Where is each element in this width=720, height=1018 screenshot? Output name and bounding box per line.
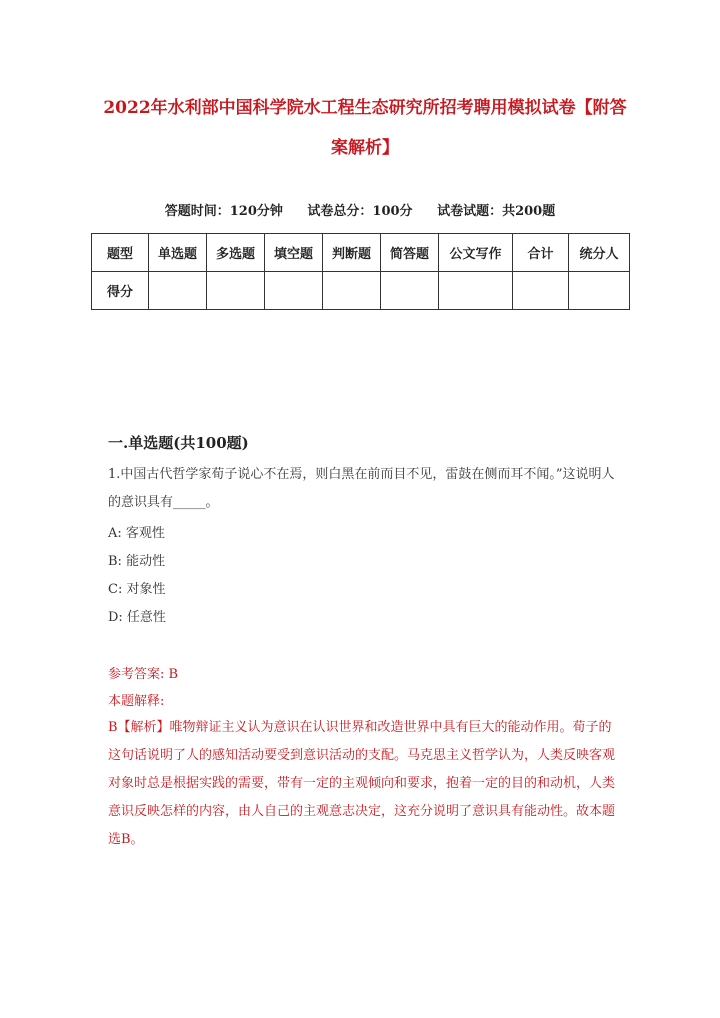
header-cell: 单选题 [149,234,207,272]
score-table-score-row [92,272,630,310]
header-cell: 统分人 [569,234,630,272]
option-a: A: 客观性 [108,526,165,541]
exam-total-score: 试卷总分：100分 [307,204,413,219]
section-heading: 一.单选题(共100题) [108,434,249,452]
score-cell [569,272,630,310]
header-cell: 合计 [513,234,569,272]
score-cell [149,272,207,310]
exam-meta [0,200,720,219]
document-title: 2022年水利部中国科学院水工程生态研究所招考聘用模拟试卷【附答案解析】 [103,98,627,158]
score-cell [513,272,569,310]
score-cell [323,272,381,310]
header-cell: 判断题 [323,234,381,272]
exam-question-count: 试卷试题：共200题 [437,204,556,219]
option-d: D: 任意性 [108,610,166,625]
option-b: B: 能动性 [108,554,166,569]
row-label-cell: 得分 [92,272,149,310]
explanation-text: B【解析】唯物辩证主义认为意识在认识世界和改造世界中具有巨大的能动作用。荀子的这句话说明了人的感知活动要受到意识活动的支配。马克思主义哲学认为，人类反映客观对象时总是根据实践的需要，带有一定的主观倾向和要求，抱着一定的目的和动机，人类意识反映怎样的内容，由人自己的主观意志决定，这充分说明了意识具有能动性。故本题选B。 [108,720,616,847]
exam-time: 答题时间：120分钟 [164,204,283,219]
score-table [91,233,630,310]
header-cell: 公文写作 [439,234,513,272]
score-cell [207,272,265,310]
score-table-header-row [92,234,630,272]
reference-answer: 参考答案: B [108,667,179,682]
question-text: 1.中国古代哲学家荀子说心不在焉，则白黑在前而目不见，雷鼓在侧而耳不闻。”这说明人的意识具有_____。 [108,467,615,510]
header-cell: 简答题 [381,234,439,272]
option-c: C: 对象性 [108,582,166,597]
score-cell [265,272,323,310]
header-cell: 填空题 [265,234,323,272]
header-cell: 多选题 [207,234,265,272]
header-cell: 题型 [92,234,149,272]
score-cell [439,272,513,310]
explanation-label: 本题解释: [108,694,165,709]
score-cell [381,272,439,310]
